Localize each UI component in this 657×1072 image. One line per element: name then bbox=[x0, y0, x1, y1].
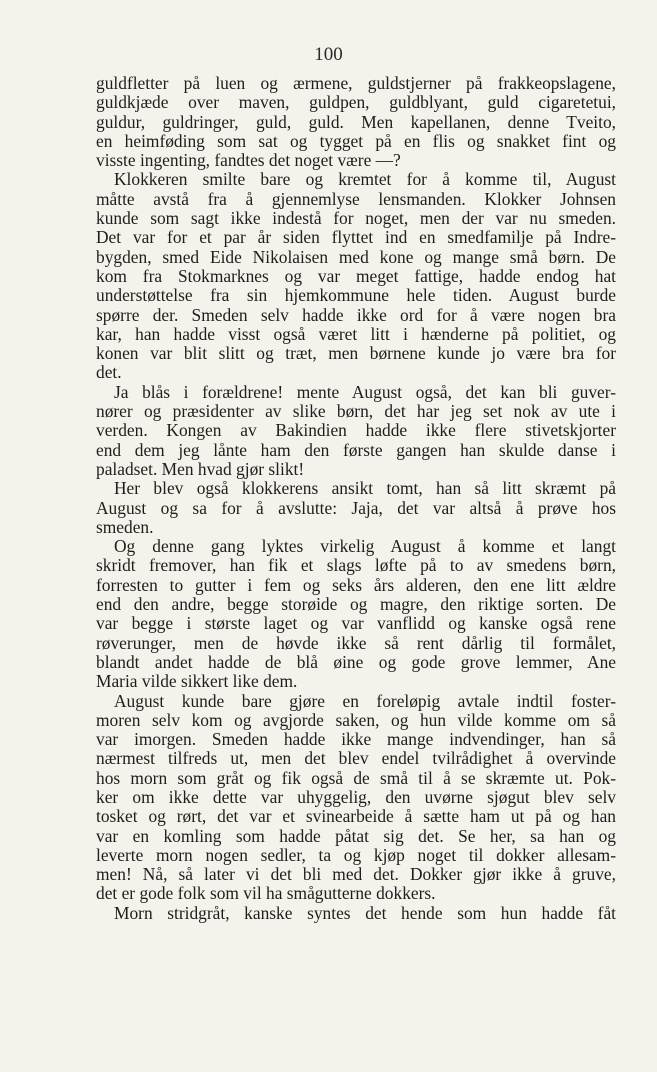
text-line: kom fra Stokmarknes og var meget fattige, hadde endog hat bbox=[96, 265, 616, 286]
text-line: Maria vilde sikkert like dem. bbox=[96, 671, 298, 692]
text-line: skridt fremover, han fik et slags løfte på to av smedens børn, bbox=[96, 555, 616, 576]
text-line: kar, han hadde visst også været litt i hænderne på politiet, og bbox=[96, 323, 616, 344]
text-line: men! Nå, så later vi det bli med det. Dokker gjør ikke å gruve, bbox=[96, 864, 616, 885]
text-line: guldur, guldringer, guld, guld. Men kapellanen, denne Tveito, bbox=[96, 111, 616, 132]
text-line: ker om ikke dette var uhyggelig, den uvørne sjøgut blev selv bbox=[96, 786, 616, 807]
text-line: Morn stridgråt, kanske syntes det hende som hun hadde fåt bbox=[114, 902, 616, 923]
text-line: blandt andet hadde de blå øine og gode grove lemmer, Ane bbox=[96, 651, 616, 672]
text-line: var imorgen. Smeden hadde ikke mange indvendinger, han så bbox=[96, 729, 616, 750]
text-line: måtte avstå fra å gjennemlyse lensmanden. Klokker Johnsen bbox=[96, 188, 616, 209]
text-line: røverunger, men de høvde ikke så rent dårlig til formålet, bbox=[96, 632, 616, 653]
text-line: var en komling som hadde påtat sig det. Se her, sa han og bbox=[96, 825, 616, 846]
text-line: var begge i største laget og var vanflidd og kanske også rene bbox=[96, 613, 616, 634]
text-line: Her blev også klokkerens ansikt tomt, han så litt skræmt på bbox=[114, 478, 616, 499]
text-line: nærmest tilfreds ut, men det blev endel tvilrådighet å overvinde bbox=[96, 748, 616, 769]
text-line: Klokkeren smilte bare og kremtet for å komme til, August bbox=[114, 169, 616, 190]
text-line: det. bbox=[96, 362, 122, 383]
text-line: end den andre, begge storøide og magre, den riktige sorten. De bbox=[96, 594, 616, 615]
text-line: verden. Kongen av Bakindien hadde ikke flere stivetskjorter bbox=[96, 420, 616, 441]
text-line: smeden. bbox=[96, 516, 154, 537]
text-line: August og sa for å avslutte: Jaja, det var altså å prøve hos bbox=[96, 497, 616, 518]
text-line: understøttelse fra sin hjemkommune hele tiden. August burde bbox=[96, 285, 616, 306]
text-line: leverte morn nogen sedler, ta og kjøp noget til dokker allesam- bbox=[96, 844, 616, 865]
text-line: hos morn som gråt og fik også de små til å se skræmte ut. Pok- bbox=[96, 767, 616, 788]
text-line: kunde som sagt ikke indestå for noget, men der var nu smeden. bbox=[96, 208, 616, 229]
text-line: Det var for et par år siden flyttet ind en smedfamilje på Indre- bbox=[96, 227, 616, 248]
text-line: spørre der. Smeden selv hadde ikke ord for å være nogen bra bbox=[96, 304, 616, 325]
text-line: Ja blås i forældrene! mente August også, det kan bli guver- bbox=[114, 381, 616, 402]
text-line: tosket og rørt, det var et svinearbeide å sætte ham ut på og han bbox=[96, 806, 616, 827]
text-line: det er gode folk som vil ha smågutterne dokkers. bbox=[96, 883, 436, 904]
page-number: 100 bbox=[314, 44, 343, 65]
text-line: end dem jeg lånte ham den første gangen han skulde danse i bbox=[96, 439, 616, 460]
text-line: guldfletter på luen og ærmene, guldstjerner på frakkeopslagene, bbox=[96, 73, 616, 93]
text-line: bygden, smed Eide Nikolaisen med kone og mange små børn. De bbox=[96, 246, 616, 267]
text-line: guldkjæde over maven, guldpen, guldblyant, guld cigaretetui, bbox=[96, 92, 616, 113]
text-line: forresten to gutter i fem og seks års alderen, den ene litt ældre bbox=[96, 574, 616, 595]
text-line: Og denne gang lyktes virkelig August å komme et langt bbox=[114, 536, 616, 557]
text-line: August kunde bare gjøre en foreløpig avtale indtil foster- bbox=[114, 690, 616, 711]
text-line: nører og præsidenter av slike børn, det har jeg set nok av ute i bbox=[96, 401, 616, 422]
text-line: en heimføding som sat og tygget på en flis og snakket fint og bbox=[96, 130, 616, 151]
text-line: moren selv kom og avgjorde saken, og hun vilde komme om så bbox=[96, 709, 616, 730]
text-line: paladset. Men hvad gjør slikt! bbox=[96, 458, 305, 479]
text-line: konen var blit slitt og træt, men børnene kunde jo være bra for bbox=[96, 343, 616, 364]
body-text bbox=[96, 74, 616, 923]
text-line: visste ingenting, fandtes det noget være —? bbox=[96, 150, 401, 171]
